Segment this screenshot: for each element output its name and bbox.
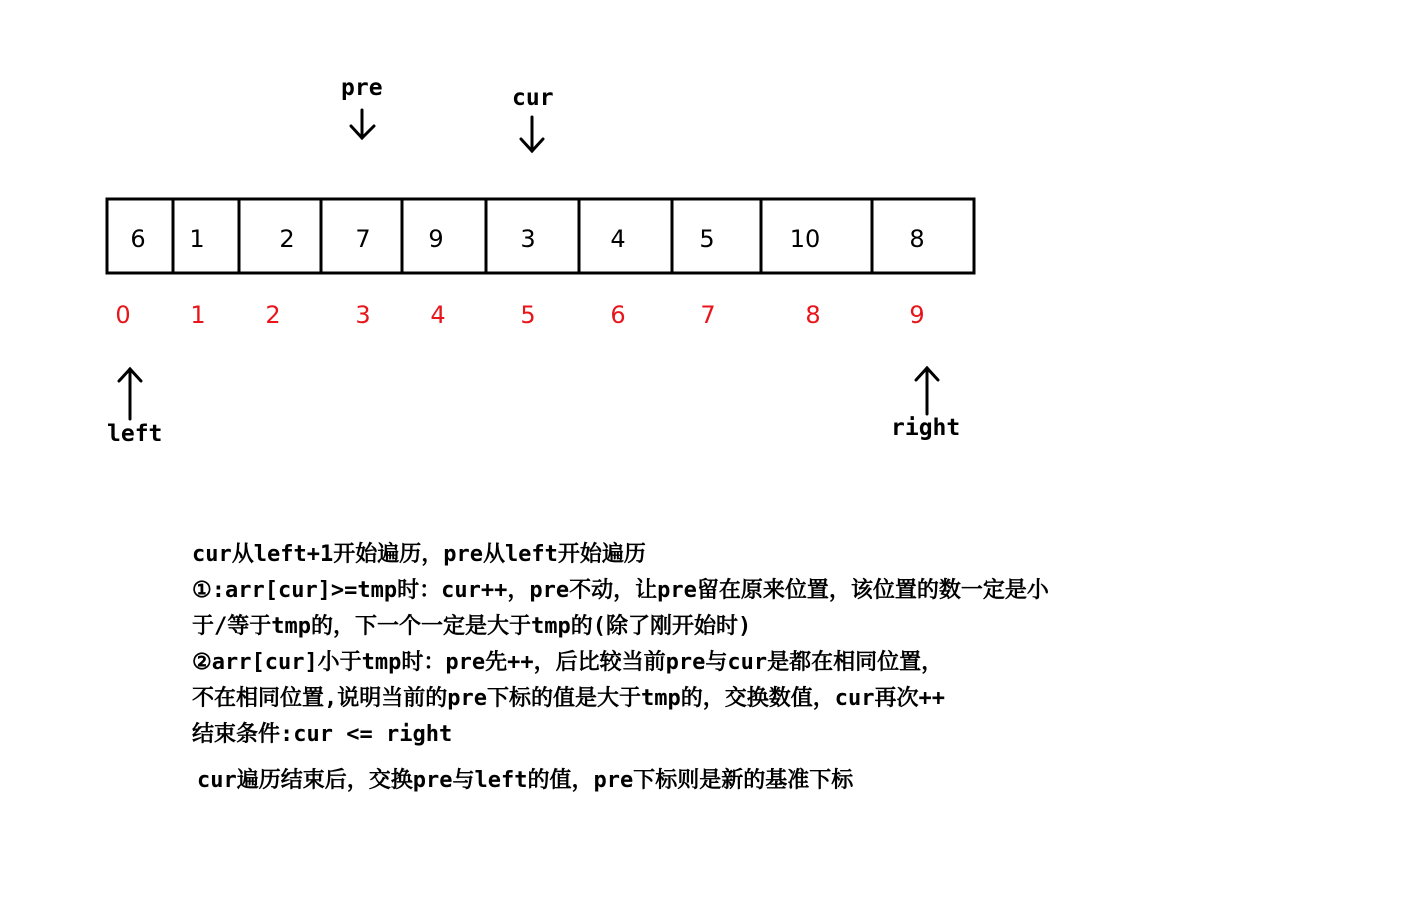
cell-values — [130, 225, 924, 253]
cur-label: cur — [512, 85, 554, 111]
note-line-6: 结束条件:cur <= right — [192, 722, 453, 747]
note-line-4: ②arr[cur]小于tmp时：pre先++，后比较当前pre与cur是都在相同位置， — [192, 650, 944, 675]
cell-value: 1 — [189, 225, 205, 253]
cell-value: 9 — [428, 225, 444, 253]
index-label: 1 — [190, 301, 206, 329]
array-box — [107, 199, 974, 273]
note-line-3: 于/等于tmp的，下一个一定是大于tmp的(除了刚开始时) — [192, 614, 752, 639]
cell-value: 5 — [699, 225, 715, 253]
index-label: 8 — [805, 301, 821, 329]
cell-value: 7 — [355, 225, 371, 253]
index-label: 0 — [115, 301, 131, 329]
left-label: left — [107, 421, 163, 447]
note-line-1: cur从left+1开始遍历，pre从left开始遍历 — [192, 542, 646, 567]
pre-arrow-icon — [351, 110, 374, 138]
cell-value: 3 — [520, 225, 536, 253]
pre-label: pre — [341, 75, 383, 101]
index-label: 6 — [610, 301, 626, 329]
right-arrow-icon — [916, 368, 938, 414]
note-line-2: ①:arr[cur]>=tmp时：cur++，pre不动，让pre留在原来位置，该位置的数一定是小 — [192, 578, 1049, 603]
index-label: 7 — [700, 301, 716, 329]
cur-arrow-icon — [521, 117, 543, 151]
note-line-5: 不在相同位置,说明当前的pre下标的值是大于tmp的，交换数值，cur再次++ — [192, 686, 945, 711]
note-line-7: cur遍历结束后，交换pre与left的值，pre下标则是新的基准下标 — [197, 768, 854, 793]
left-arrow-icon — [119, 369, 141, 419]
index-label: 9 — [909, 301, 925, 329]
index-labels — [115, 301, 924, 329]
index-label: 5 — [520, 301, 536, 329]
index-label: 3 — [355, 301, 371, 329]
cell-value: 4 — [610, 225, 626, 253]
cell-value: 8 — [909, 225, 925, 253]
index-label: 2 — [265, 301, 281, 329]
index-label: 4 — [430, 301, 446, 329]
cell-value: 6 — [130, 225, 146, 253]
right-label: right — [891, 415, 961, 441]
cell-value: 10 — [789, 225, 821, 253]
cell-value: 2 — [279, 225, 295, 253]
